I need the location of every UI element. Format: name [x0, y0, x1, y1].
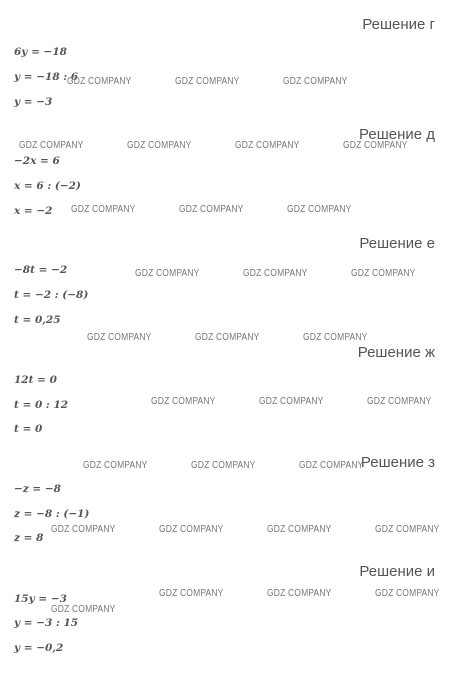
heading-i: Решение и — [359, 563, 435, 580]
watermark: GDZ COMPANY — [179, 204, 244, 215]
heading-d: Решение д — [359, 126, 435, 143]
watermark: GDZ COMPANY — [267, 524, 332, 535]
equation-line: x = −2 — [14, 205, 53, 217]
watermark: GDZ COMPANY — [195, 332, 260, 343]
equation-line: −z = −8 — [14, 483, 61, 495]
heading-zh: Решение ж — [357, 344, 435, 361]
equation-line: z = −8 : (−1) — [14, 508, 90, 520]
equation-line: t = −2 : (−8) — [14, 289, 89, 301]
watermark: GDZ COMPANY — [375, 524, 440, 535]
watermark: GDZ COMPANY — [83, 460, 148, 471]
equation-line: y = −18 : 6 — [14, 71, 79, 83]
watermark: GDZ COMPANY — [375, 588, 440, 599]
watermark: GDZ COMPANY — [159, 524, 224, 535]
watermark: GDZ COMPANY — [71, 204, 136, 215]
equation-line: y = −0,2 — [14, 642, 64, 654]
equation-line: 15y = −3 — [14, 593, 67, 605]
watermark: GDZ COMPANY — [267, 588, 332, 599]
watermark: GDZ COMPANY — [235, 140, 300, 151]
watermark: GDZ COMPANY — [127, 140, 192, 151]
equation-line: z = 8 — [14, 532, 44, 544]
heading-z: Решение з — [360, 454, 435, 471]
watermark: GDZ COMPANY — [299, 460, 364, 471]
watermark: GDZ COMPANY — [351, 268, 416, 279]
heading-g: Решение г — [362, 16, 435, 33]
equation-line: y = −3 — [14, 96, 53, 108]
watermark: GDZ COMPANY — [343, 140, 408, 151]
heading-e: Решение е — [359, 235, 435, 252]
equation-line: 12t = 0 — [14, 374, 57, 386]
equation-line: y = −3 : 15 — [14, 617, 79, 629]
watermark: GDZ COMPANY — [259, 396, 324, 407]
equation-line: x = 6 : (−2) — [14, 180, 81, 192]
watermark: GDZ COMPANY — [67, 76, 132, 87]
watermark: GDZ COMPANY — [135, 268, 200, 279]
watermark: GDZ COMPANY — [159, 588, 224, 599]
watermark: GDZ COMPANY — [151, 396, 216, 407]
watermark: GDZ COMPANY — [283, 76, 348, 87]
watermark: GDZ COMPANY — [19, 140, 84, 151]
watermark: GDZ COMPANY — [175, 76, 240, 87]
watermark: GDZ COMPANY — [303, 332, 368, 343]
watermark: GDZ COMPANY — [243, 268, 308, 279]
watermark: GDZ COMPANY — [191, 460, 256, 471]
watermark: GDZ COMPANY — [51, 604, 116, 615]
equation-line: t = 0 : 12 — [14, 399, 69, 411]
equation-line: 6y = −18 — [14, 46, 67, 58]
watermark: GDZ COMPANY — [87, 332, 152, 343]
watermark: GDZ COMPANY — [367, 396, 432, 407]
equation-line: t = 0 — [14, 423, 43, 435]
watermark: GDZ COMPANY — [51, 524, 116, 535]
equation-line: t = 0,25 — [14, 314, 61, 326]
equation-line: −8t = −2 — [14, 264, 68, 276]
watermark: GDZ COMPANY — [287, 204, 352, 215]
equation-line: −2x = 6 — [14, 155, 60, 167]
